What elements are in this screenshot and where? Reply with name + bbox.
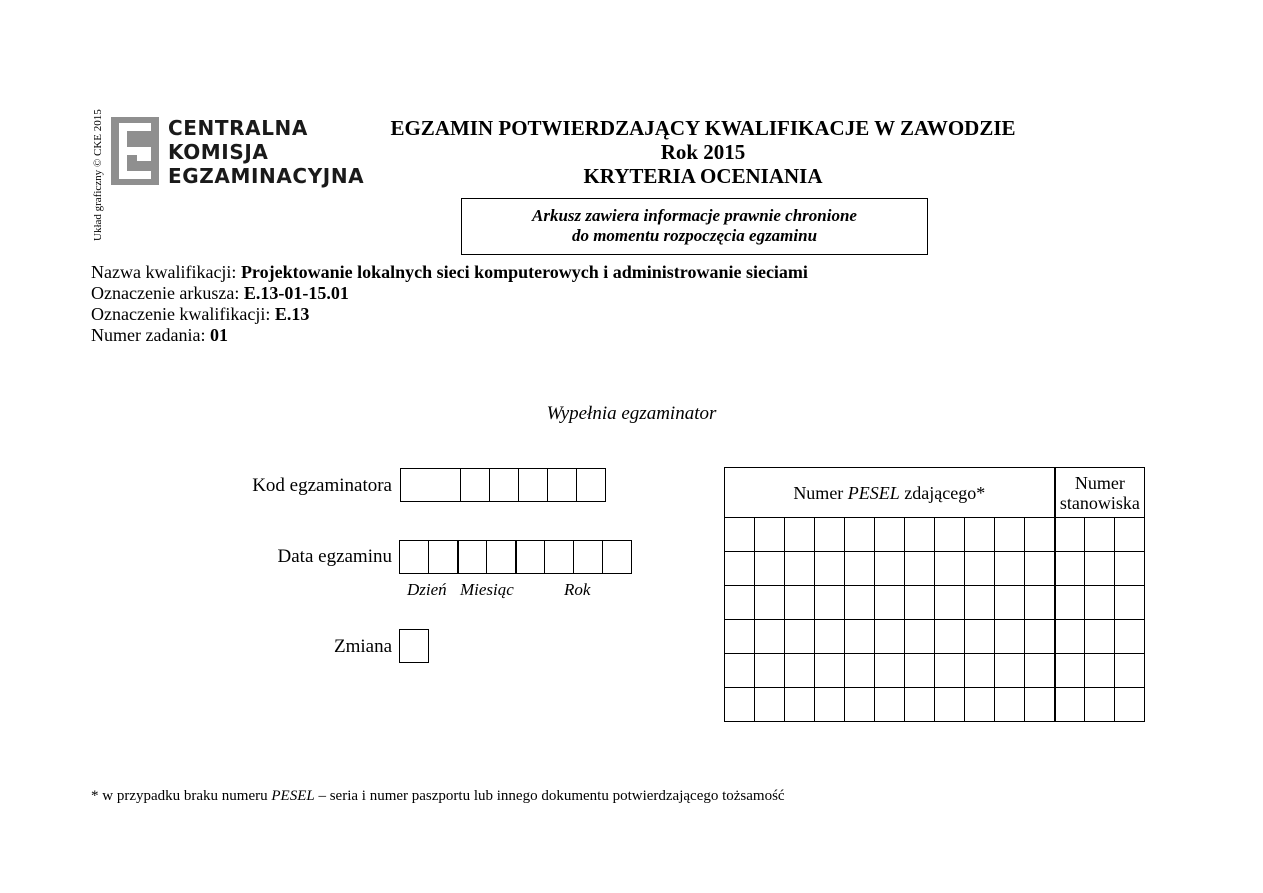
pesel-digit-box[interactable] xyxy=(935,552,965,586)
pesel-digit-box[interactable] xyxy=(935,688,965,722)
station-digit-box[interactable] xyxy=(1055,552,1085,586)
pesel-digit-box[interactable] xyxy=(755,552,785,586)
station-header-line-1: Numer xyxy=(1074,472,1125,493)
date-month-box[interactable] xyxy=(457,540,487,574)
pesel-digit-box[interactable] xyxy=(1025,688,1055,722)
date-day-box[interactable] xyxy=(428,540,458,574)
pesel-digit-box[interactable] xyxy=(785,654,815,688)
task-label: Numer zadania: xyxy=(91,325,210,345)
pesel-digit-box[interactable] xyxy=(1025,620,1055,654)
pesel-grid-row xyxy=(725,518,1145,552)
exam-date-boxes xyxy=(399,540,632,574)
pesel-digit-box[interactable] xyxy=(875,620,905,654)
examiner-section-title: Wypełnia egzaminator xyxy=(546,403,717,424)
exam-subtitle: KRYTERIA OCENIANIA xyxy=(583,164,823,188)
pesel-digit-box[interactable] xyxy=(845,518,875,552)
logo-line-2: KOMISJA xyxy=(168,140,269,164)
pesel-digit-box[interactable] xyxy=(905,586,935,620)
examiner-code-box[interactable] xyxy=(518,468,548,502)
date-year-box[interactable] xyxy=(515,540,545,574)
exam-title: EGZAMIN POTWIERDZAJĄCY KWALIFIKACJE W ZAWODZIE xyxy=(390,116,1016,140)
qual-code-line xyxy=(91,304,808,325)
examiner-code-label: Kod egzaminatora xyxy=(252,475,392,496)
qual-code-value: E.13 xyxy=(274,304,310,324)
pesel-digit-box[interactable] xyxy=(905,654,935,688)
date-day-caption: Dzień xyxy=(407,580,447,599)
pesel-digit-box[interactable] xyxy=(815,518,845,552)
pesel-digit-box[interactable] xyxy=(935,586,965,620)
pesel-grid-row xyxy=(725,620,1145,654)
pesel-digit-box[interactable] xyxy=(725,688,755,722)
pesel-header-word: PESEL xyxy=(847,482,900,503)
pesel-digit-box[interactable] xyxy=(875,552,905,586)
pesel-digit-box[interactable] xyxy=(785,586,815,620)
pesel-digit-box[interactable] xyxy=(755,586,785,620)
pesel-grid-row xyxy=(725,552,1145,586)
pesel-digit-box[interactable] xyxy=(935,654,965,688)
pesel-digit-box[interactable] xyxy=(755,688,785,722)
pesel-digit-box[interactable] xyxy=(995,586,1025,620)
pesel-digit-box[interactable] xyxy=(785,552,815,586)
pesel-digit-box[interactable] xyxy=(965,688,995,722)
pesel-digit-box[interactable] xyxy=(785,518,815,552)
exam-year: Rok 2015 xyxy=(660,140,746,164)
pesel-digit-box[interactable] xyxy=(1025,552,1055,586)
station-digit-box[interactable] xyxy=(1085,518,1115,552)
station-digit-box[interactable] xyxy=(1055,654,1085,688)
pesel-digit-box[interactable] xyxy=(845,688,875,722)
examiner-code-box[interactable] xyxy=(460,468,490,502)
pesel-digit-box[interactable] xyxy=(905,552,935,586)
pesel-digit-box[interactable] xyxy=(905,518,935,552)
pesel-digit-box[interactable] xyxy=(1025,586,1055,620)
station-digit-box[interactable] xyxy=(1115,688,1145,722)
pesel-digit-box[interactable] xyxy=(1025,518,1055,552)
notice-line-2: do momentu rozpoczęcia egzaminu xyxy=(571,226,818,245)
pesel-digit-box[interactable] xyxy=(845,620,875,654)
station-digit-box[interactable] xyxy=(1085,620,1115,654)
qualification-line xyxy=(91,262,808,283)
pesel-digit-box[interactable] xyxy=(965,620,995,654)
pesel-digit-box[interactable] xyxy=(725,620,755,654)
footnote-pesel: PESEL xyxy=(271,788,315,804)
pesel-digit-box[interactable] xyxy=(905,620,935,654)
station-digit-box[interactable] xyxy=(1085,688,1115,722)
sheet-label: Oznaczenie arkusza: xyxy=(91,283,244,303)
sheet-value: E.13-01-15.01 xyxy=(243,283,349,303)
notice-line-1: Arkusz zawiera informacje prawnie chronione xyxy=(532,206,857,225)
pesel-digit-box[interactable] xyxy=(995,688,1025,722)
confidentiality-notice xyxy=(461,198,928,255)
station-digit-box[interactable] xyxy=(1115,518,1145,552)
exam-info xyxy=(91,262,808,346)
station-digit-box[interactable] xyxy=(1055,620,1085,654)
pesel-digit-box[interactable] xyxy=(845,654,875,688)
pesel-digit-box[interactable] xyxy=(755,518,785,552)
pesel-digit-box[interactable] xyxy=(875,654,905,688)
pesel-table xyxy=(724,467,1145,722)
station-header-line-2: stanowiska xyxy=(1059,492,1140,513)
station-digit-box[interactable] xyxy=(1115,620,1145,654)
date-year-box[interactable] xyxy=(544,540,574,574)
logo-line-1: CENTRALNA xyxy=(168,116,308,140)
pesel-digit-box[interactable] xyxy=(815,688,845,722)
pesel-header-suffix: zdającego* xyxy=(899,482,986,503)
pesel-digit-box[interactable] xyxy=(935,620,965,654)
cke-logo-text xyxy=(168,116,364,188)
pesel-digit-box[interactable] xyxy=(995,654,1025,688)
pesel-digit-box[interactable] xyxy=(755,620,785,654)
pesel-digit-box[interactable] xyxy=(845,586,875,620)
pesel-digit-box[interactable] xyxy=(725,518,755,552)
pesel-digit-box[interactable] xyxy=(725,586,755,620)
station-digit-box[interactable] xyxy=(1085,654,1115,688)
station-digit-box[interactable] xyxy=(1085,586,1115,620)
pesel-digit-box[interactable] xyxy=(965,518,995,552)
pesel-digit-box[interactable] xyxy=(815,620,845,654)
date-month-box[interactable] xyxy=(486,540,516,574)
examiner-code-box[interactable] xyxy=(576,468,606,502)
footnote xyxy=(91,788,785,805)
station-digit-box[interactable] xyxy=(1115,654,1145,688)
date-year-box[interactable] xyxy=(573,540,603,574)
qual-code-label: Oznaczenie kwalifikacji: xyxy=(91,304,275,324)
task-value: 01 xyxy=(209,325,228,345)
station-digit-box[interactable] xyxy=(1115,552,1145,586)
station-digit-box[interactable] xyxy=(1055,586,1085,620)
footnote-prefix: * w przypadku braku numeru xyxy=(91,788,272,804)
footnote-suffix: – seria i numer paszportu lub innego dokumentu potwierdzającego tożsamość xyxy=(314,788,785,804)
pesel-grid-row xyxy=(725,688,1145,722)
pesel-digit-box[interactable] xyxy=(875,586,905,620)
logo-line-3: EGZAMINACYJNA xyxy=(168,164,365,188)
date-month-caption: Miesiąc xyxy=(460,580,514,599)
station-header-cell xyxy=(1055,468,1145,518)
pesel-digit-box[interactable] xyxy=(785,620,815,654)
pesel-digit-box[interactable] xyxy=(935,518,965,552)
shift-box[interactable] xyxy=(399,629,429,663)
shift-boxes xyxy=(399,629,429,663)
pesel-digit-box[interactable] xyxy=(875,518,905,552)
date-year-caption: Rok xyxy=(564,580,591,599)
pesel-digit-box[interactable] xyxy=(875,688,905,722)
task-line xyxy=(91,325,808,346)
cke-logo-mark xyxy=(111,117,159,185)
pesel-digit-box[interactable] xyxy=(965,654,995,688)
exam-date-label: Data egzaminu xyxy=(277,546,392,567)
pesel-grid-row xyxy=(725,586,1145,620)
examiner-code-box[interactable] xyxy=(400,468,461,502)
exam-header xyxy=(360,116,1046,188)
qualification-value: Projektowanie lokalnych sieci komputerowych i administrowanie sieciami xyxy=(240,262,808,282)
pesel-digit-box[interactable] xyxy=(1025,654,1055,688)
pesel-digit-box[interactable] xyxy=(755,654,785,688)
pesel-header-cell xyxy=(725,468,1055,518)
pesel-digit-box[interactable] xyxy=(905,688,935,722)
station-digit-box[interactable] xyxy=(1055,518,1085,552)
pesel-header-prefix: Numer xyxy=(793,482,848,503)
pesel-grid-row xyxy=(725,654,1145,688)
pesel-digit-box[interactable] xyxy=(725,552,755,586)
pesel-grid xyxy=(725,518,1145,722)
pesel-digit-box[interactable] xyxy=(815,552,845,586)
shift-label: Zmiana xyxy=(333,636,392,657)
pesel-digit-box[interactable] xyxy=(845,552,875,586)
pesel-digit-box[interactable] xyxy=(815,586,845,620)
examiner-code-box[interactable] xyxy=(489,468,519,502)
pesel-digit-box[interactable] xyxy=(965,586,995,620)
copyright-vertical: Układ graficzny © CKE 2015 xyxy=(92,109,104,241)
pesel-digit-box[interactable] xyxy=(785,688,815,722)
pesel-digit-box[interactable] xyxy=(995,518,1025,552)
qualification-label: Nazwa kwalifikacji: xyxy=(91,262,241,282)
sheet-line xyxy=(91,283,808,304)
pesel-digit-box[interactable] xyxy=(965,552,995,586)
pesel-digit-box[interactable] xyxy=(995,552,1025,586)
pesel-digit-box[interactable] xyxy=(725,654,755,688)
date-year-box[interactable] xyxy=(602,540,632,574)
date-day-box[interactable] xyxy=(399,540,429,574)
examiner-code-box[interactable] xyxy=(547,468,577,502)
station-digit-box[interactable] xyxy=(1115,586,1145,620)
pesel-table-header xyxy=(725,468,1145,518)
examiner-code-boxes xyxy=(400,468,606,502)
pesel-digit-box[interactable] xyxy=(815,654,845,688)
pesel-digit-box[interactable] xyxy=(995,620,1025,654)
station-digit-box[interactable] xyxy=(1055,688,1085,722)
station-digit-box[interactable] xyxy=(1085,552,1115,586)
